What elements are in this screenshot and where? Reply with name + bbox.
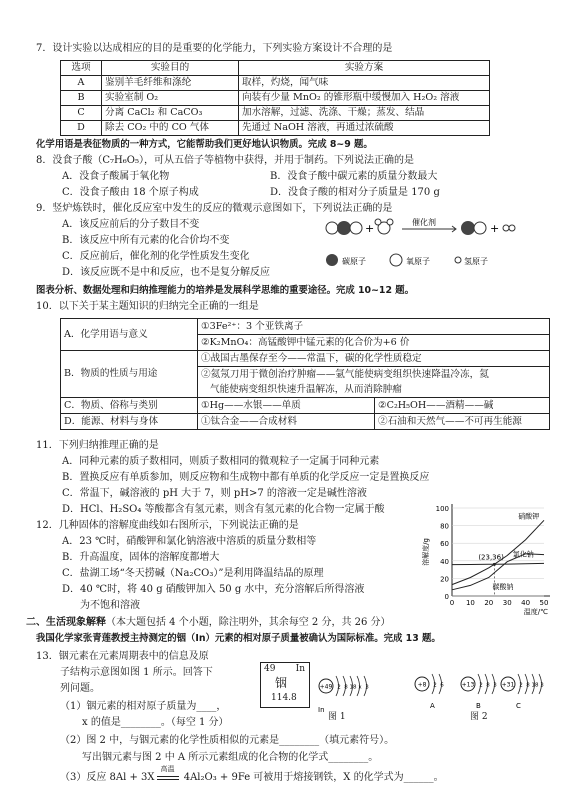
q7-cell: 除去 CO₂ 中的 CO 气体 [102,121,239,136]
indium-atom-diagram [312,660,408,716]
q9-option-c: C．反应前后，催化剂的化学性质发生变化 [62,251,250,262]
y-axis-label: 溶解度/g [422,538,430,566]
y-tick-label: 20 [440,575,449,584]
q11-option-c: C．常温下，碱溶液的 pH 大于 7，则 pH>7 的溶液一定是碱性溶液 [62,488,367,499]
y-tick-label: 80 [440,522,449,531]
element-name: 铟 [275,676,288,690]
y-tick-label: 40 [440,557,449,566]
ch4-molecule [326,221,362,235]
q11-option-d: D．HCl、H₂SO₄ 等酸都含有氢元素，则含有氢元素的化合物一定属于酸 [62,504,385,515]
y-tick-label: 0 [444,593,449,601]
q13-part1b: x 的值是________。（每空 1 分） [82,717,229,728]
electron-count: x [358,684,362,691]
q10-row-d [61,414,550,430]
svg-text:+: + [490,222,500,235]
electron-count: 8 [526,682,530,689]
legend-carbon: 碳原子 [342,257,366,266]
svg-text:+: + [365,222,375,235]
q13-stem-3: 列问题。 [60,683,100,694]
q10-cell: ①战国古墨保存至今——常温下，碳的化学性质稳定 [198,351,550,367]
co-molecule [461,221,486,235]
legend-hydrogen: 氢原子 [464,257,488,266]
q12-option-d-cont: 为不饱和溶液 [80,600,140,611]
q8-option-b: B．没食子酸中碳元素的质量分数最大 [270,171,438,182]
q8-option-c: C．没食子酸由 18 个原子构成 [62,187,199,198]
electron-count: 2 [479,682,483,689]
electron-count: 8 [486,682,490,689]
electron-count: 2 [337,684,341,691]
atom-a [415,674,444,694]
fig2-caption: 图 2 [470,712,488,722]
q12-option-d: D．40 ℃时，将 40 g 硝酸钾加入 50 g 水中，充分溶解后所得溶液 [62,584,365,595]
q7-stem: 7．设计实验以达成相应的目的是重要的化学能力，下列实验方案设计不合理的是 [36,43,393,54]
fig1-caption: 图 1 [328,712,346,722]
electron-count: 18 [349,684,357,691]
q7-cell: 鉴别羊毛纤维和涤纶 [102,76,239,91]
catalyst-label: 催化剂 [412,218,436,227]
series-label: 碳酸钠 [492,582,514,591]
electron-count: 2 [519,682,523,689]
q10-cell: ①Hg——水银——单质 [198,398,375,414]
q13-part3-rhs: 4Al₂O₃ + 9Fe 可被用于熔接钢铁，X 的化学式为______。 [180,772,444,783]
q10-cell: ②C₂H₅OH——酒精——碱 [375,398,550,414]
q13-part3 [60,765,444,784]
q13-part2b: 写出铟元素与图 2 中 A 所示元素组成的化合物的化学式________。 [82,752,379,763]
atom-legend [326,254,488,266]
q13-part1a: （1）铟元素的相对原子质量为____， [60,701,227,712]
element-symbol: In [295,664,305,674]
q9-reaction-diagram [318,214,550,280]
q10-cell: ①钛合金——合成材料 [198,414,375,430]
q7-header-row [61,61,490,76]
nucleus-charge: +49 [319,683,333,691]
intersection-annotation: (23,36) [478,553,504,562]
atomic-mass: 114.8 [271,693,297,703]
q7-cell: 取样，灼烧，闻气味 [239,76,490,91]
q10-row-c [61,398,550,414]
q10-row-label: B．物质的性质与用途 [61,351,198,398]
q10-cell: 气能使病变组织快速升温解冻，从而消除肿瘤 [198,382,550,398]
q9-stem: 9．竖炉炼铁时，催化反应室中发生的反应的微观示意图如下，下列说法正确的是 [36,203,393,214]
q9-option-d: D．该反应既不是中和反应，也不是复分解反应 [62,267,271,278]
section2-note: （本大题包括 4 个小题，除注明外，其余每空 2 分，共 26 分） [106,617,391,628]
q7-cell: A [61,76,102,91]
intersection-point [493,563,496,566]
q7-row-b [61,91,490,106]
atom-label: C [516,702,521,710]
q10-row-label: C．物质、俗称与类别 [61,398,198,414]
atom-label: A [430,702,435,710]
atomic-number: 49 [264,664,276,674]
y-tick-label: 60 [440,540,449,549]
q7-table [60,60,490,136]
electron-count: 3 [493,682,497,689]
reaction-arrow [155,765,181,784]
section2-heading [26,617,391,629]
q7-cell: 实验室制 O₂ [102,91,239,106]
intro-8-9: 化学用语是表征物质的一种方式，它能帮助我们更好地认识物质。完成 8~9 题。 [36,139,373,150]
q11-stem: 11．下列归纳推理正确的是 [36,440,159,451]
nucleus-charge: +13 [461,681,475,689]
intro-10-12: 图表分析、数据处理和归纳推理能力的培养是发展科学思维的重要途径。完成 10~12 题。 [36,285,414,296]
q10-table [60,318,550,430]
x-tick-label: 30 [502,599,512,607]
legend-oxygen: 氧原子 [406,257,430,266]
q8-option-a: A．没食子酸属于氧化物 [62,171,170,182]
section2-intro: 我国化学家张青莲教授主持测定的铟（In）元素的相对原子质量被确认为国际标准。完成 13 题。 [36,633,441,644]
q7-cell: 加水溶解，过滤、洗涤、干燥；蒸发、结晶 [239,106,490,121]
nucleus-charge: +8 [417,681,427,689]
electron-count: 3 [540,682,544,689]
x-tick-label: 20 [484,599,494,607]
q12-option-c: C．盐湖工场“冬天捞碱（Na₂CO₃）”是利用降温结晶的原理 [62,568,324,579]
x-tick-label: 0 [449,599,455,607]
q8-option-d: D．没食子酸的相对分子质量是 170 g [270,187,440,198]
q9-option-a: A．该反应前后的分子数目不变 [62,219,200,230]
q12-option-b: B．升高温度，固体的溶解度都增大 [62,552,220,563]
q10-stem: 10．以下关于某主题知识的归纳完全正确的一组是 [36,301,259,312]
x-tick-label: 40 [521,599,531,607]
q13-part3-lhs: （3）反应 8Al + 3X [60,772,155,783]
atom-label: B [476,702,481,710]
x-axis-label: 温度/℃ [523,608,548,616]
q7-cell: C [61,106,102,121]
series-line-1 [452,563,544,564]
electron-count: 8 [344,684,348,691]
q7-header-option: 选项 [61,61,102,76]
q12-stem: 12．几种固体的溶解度曲线如右图所示，下列说法正确的是 [36,520,299,531]
element-tile [260,662,310,708]
section2-title: 二、生活现象解释 [26,617,106,628]
indium-atom [319,676,369,696]
high-temp-label: 高温 [160,765,175,773]
solubility-chart [418,500,558,624]
q13-part2a: （2）图 2 中，与铟元素的化学性质相似的元素是________（填元素符号）。 [60,735,395,746]
q7-row-d [61,121,490,136]
y-tick-label: 100 [435,505,449,513]
q10-row-label: A．化学用语与意义 [61,319,198,351]
x-tick-label: 50 [539,599,549,607]
q11-option-a: A．同种元素的质子数相同，则质子数相同的微观粒子一定属于同种元素 [62,456,380,467]
h2o-molecule [375,219,393,234]
series-label: 硝酸钾 [518,512,540,521]
q10-cell: ②K₂MnO₄：高锰酸钾中锰元素的化合价为+6 价 [198,335,550,351]
q8-stem: 8．没食子酸（C₇H₆O₅），可从五倍子等植物中获得，并用于制药。下列说法正确的是 [36,155,414,166]
q7-cell: 向装有少量 MnO₂ 的锥形瓶中缓慢加入 H₂O₂ 溶液 [239,91,490,106]
q7-cell: 分离 CaCl₂ 和 CaCO₃ [102,106,239,121]
electron-count: 18 [531,682,539,689]
q13-stem-1: 13．铟元素在元素周期表中的信息及原 [36,651,209,662]
q10-row-b [61,351,550,367]
atom-b [461,674,497,694]
series-label: 氯化钠 [512,550,534,559]
nucleus-charge: +31 [501,681,515,689]
q11-option-b: B．置换反应有单质参加，则反应物和生成物中都有单质的化学反应一定是置换反应 [62,472,430,483]
q7-row-a [61,76,490,91]
q7-cell: B [61,91,102,106]
q10-cell: ②氦氖刀用于微创治疗肿瘤——氩气能使病变组织快速降温冷冻，氦 [198,367,550,383]
q9-option-b: B．该反应中所有元素的化合价均不变 [62,235,230,246]
q13-stem-2: 子结构示意图如图 1 所示。回答下 [60,667,213,678]
electron-count: 6 [440,682,444,689]
q10-cell: ①3Fe²⁺：3 个亚铁离子 [198,319,550,335]
q10-row-label: D．能源、材料与身体 [61,414,198,430]
x-tick-label: 10 [465,599,475,607]
q7-header-plan: 实验方案 [239,61,490,76]
q12-option-a: A．23 ℃时，硝酸钾和氯化钠溶液中溶质的质量分数相等 [62,536,317,547]
atom-c [501,674,544,694]
q10-cell: ②石油和天然气——不可再生能源 [375,414,550,430]
q7-cell: 先通过 NaOH 溶液，再通过浓硫酸 [239,121,490,136]
indium-label: In [318,706,325,714]
electron-count: 2 [433,682,437,689]
q7-cell: D [61,121,102,136]
q7-row-c [61,106,490,121]
q7-header-purpose: 实验目的 [102,61,239,76]
h2-molecule [503,225,515,231]
electron-count: 3 [365,684,369,691]
q10-row-a [61,319,550,335]
